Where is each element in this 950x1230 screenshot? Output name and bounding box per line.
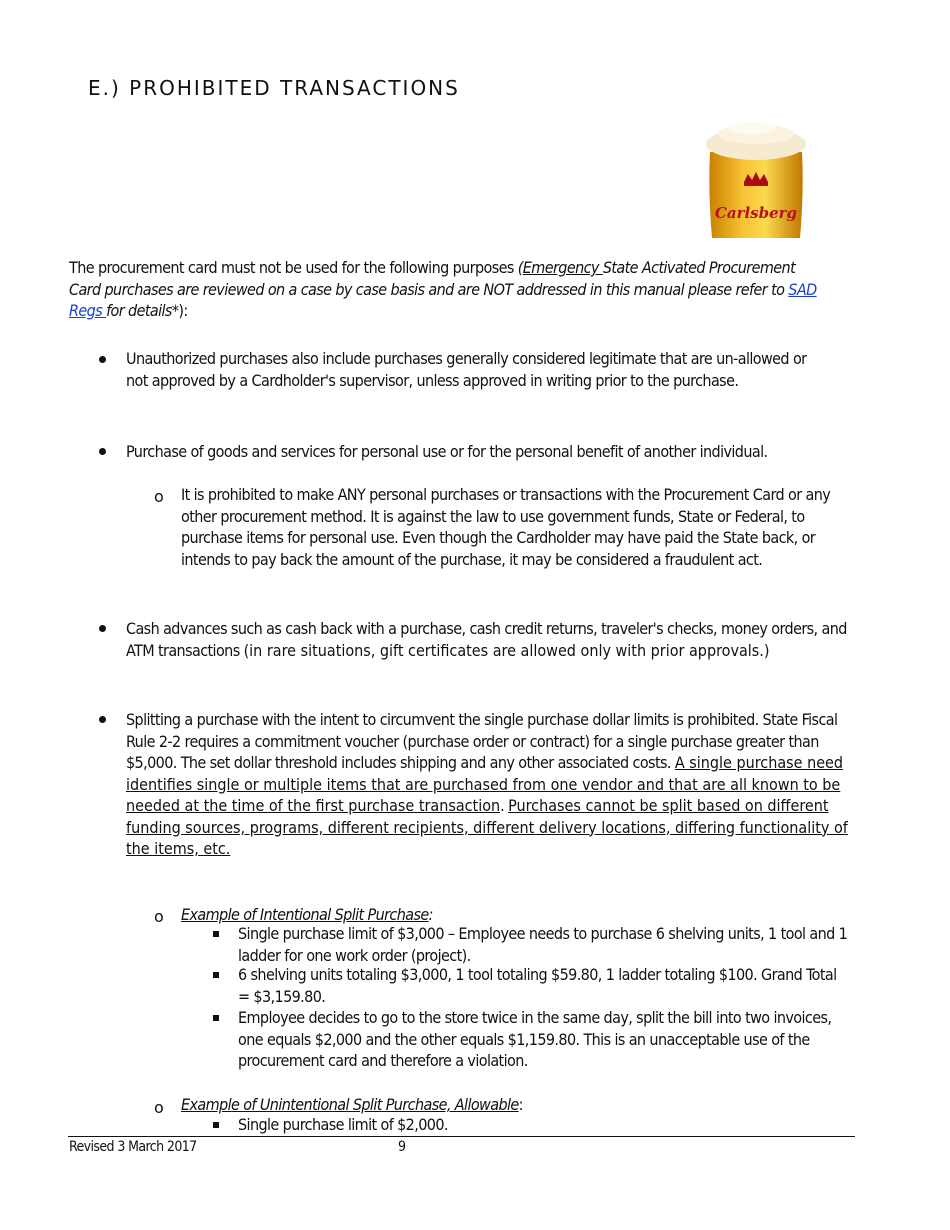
intro-paragraph — [69, 257, 829, 322]
bullet-splitting — [126, 709, 848, 860]
example-item: Single purchase limit of $3,000 – Employee needs to purchase 6 shelving units, 1 tool and 1 ladder for one work order (project). — [238, 924, 848, 965]
footer-divider — [68, 1136, 855, 1137]
splitting-text: Splitting a purchase with the intent to circumvent the single purchase dollar limits is prohibited. State Fiscal Rule 2-2 requires a commitment voucher (purchase order or contract) for a single purchase greater than $5,000. The set dollar threshold includes shipping and any other associated costs. — [126, 710, 838, 772]
footer-page-number: 9 — [398, 1139, 407, 1155]
circle-bullet-icon: o — [154, 1098, 164, 1117]
example-title-suffix: : — [428, 905, 433, 924]
intro-closing: ): — [178, 301, 188, 320]
example-unintentional-title — [181, 1094, 523, 1116]
cash-advances-text: Cash advances such as cash back with a purchase, cash credit returns, traveler's checks, money orders, and ATM transactions — [126, 619, 847, 660]
intro-after-link: for details* — [106, 301, 179, 320]
splitting-underlined-1: A single purchase need identifies single or multiple items that are purchased from one vendor and that are all known to be needed at the time of the first purchase transaction — [126, 753, 844, 815]
bullet-icon — [99, 625, 106, 632]
intro-open: ( — [517, 258, 523, 277]
example-title: Example of Unintentional Split Purchase, Allowable — [181, 1095, 519, 1114]
bullet-cash-advances — [126, 618, 851, 661]
square-bullet-icon — [213, 972, 219, 978]
carlsberg-beer-logo — [700, 122, 812, 238]
page-heading: E.) PROHIBITED TRANSACTIONS — [88, 76, 460, 100]
intro-emergency: Emergency — [522, 258, 603, 277]
bullet-icon — [99, 716, 106, 723]
bullet-icon — [99, 448, 106, 455]
splitting-underlined-2: Purchases cannot be split based on different funding sources, programs, different recipients, different delivery locations, differing functionality of the items, etc. — [126, 796, 848, 858]
bullet-personal-use: Purchase of goods and services for personal use or for the personal benefit of another individual. — [126, 442, 768, 461]
example-title-suffix: : — [518, 1095, 523, 1114]
intro-lead: The procurement card must not be used for the following purposes — [69, 258, 518, 277]
splitting-period: . — [500, 796, 509, 815]
bullet-unauthorized: Unauthorized purchases also include purchases generally considered legitimate that are un-allowed or not approved by a Cardholder's supervisor, unless approved in writing prior to the purchase. — [126, 349, 807, 390]
square-bullet-icon — [213, 931, 219, 937]
footer-revised: Revised 3 March 2017 — [69, 1139, 197, 1155]
circle-bullet-icon: o — [154, 907, 164, 926]
circle-bullet-icon: o — [154, 487, 164, 506]
bullet-icon — [99, 356, 106, 363]
square-bullet-icon — [213, 1015, 219, 1021]
cash-advances-note: (in rare situations, gift certificates are allowed only with prior approvals.) — [243, 640, 770, 660]
logo-brand-text: Carlsberg — [714, 204, 798, 222]
example-item: Single purchase limit of $2,000. — [238, 1115, 448, 1134]
sad-regs-link[interactable]: SAD Regs — [69, 279, 817, 320]
intro-italic: State Activated Procurement Card purchases are reviewed on a case by case basis and are NOT addressed in this manual please refer to — [69, 258, 796, 299]
square-bullet-icon — [213, 1122, 219, 1128]
example-item: 6 shelving units totaling $3,000, 1 tool totaling $59.80, 1 ladder totaling $100. Grand Total = $3,159.80. — [238, 965, 837, 1006]
example-item: Employee decides to go to the store twice in the same day, split the bill into two invoices, one equals $2,000 and the other equals $1,159.80. This is an unacceptable use of the procurement card and therefore a violation. — [238, 1008, 832, 1070]
example-title: Example of Intentional Split Purchase — [181, 905, 429, 924]
personal-use-detail: It is prohibited to make ANY personal purchases or transactions with the Procurement Card or any other procurement method. It is against the law to use government funds, State or Federal, to purchase items for personal use. Even though the Cardholder may have paid the State back, or intends to pay back the amount of the purchase, it may be considered a fraudulent act. — [181, 485, 831, 569]
